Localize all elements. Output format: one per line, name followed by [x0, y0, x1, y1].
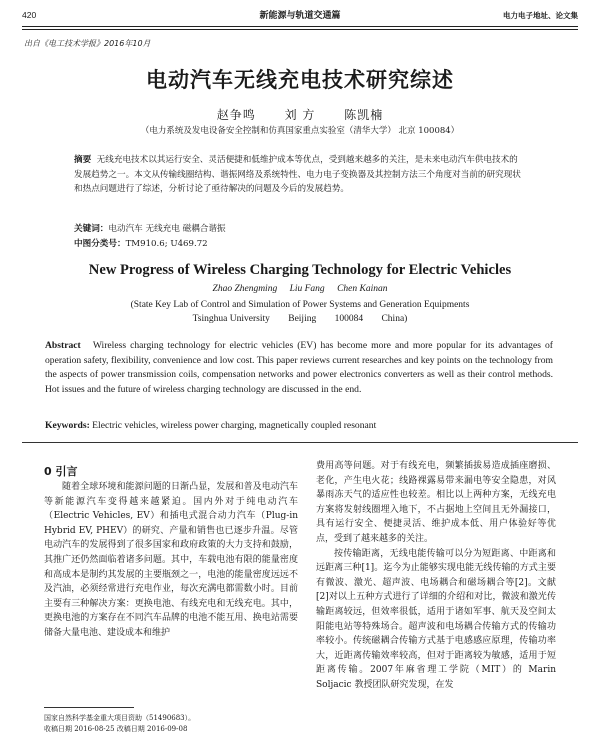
section-heading: 0 引言	[44, 465, 78, 478]
right-column	[316, 459, 556, 693]
english-author: Liu Fang	[289, 284, 325, 294]
keywords-cn	[74, 222, 226, 234]
english-keywords-label: Keywords:	[45, 420, 90, 431]
abstract-cn	[74, 153, 526, 197]
header-rule	[22, 26, 578, 27]
keywords-cn-text: 电动汽车 无线充电 磁耦合谐振	[108, 224, 226, 234]
paragraph: 随着全球环境和能源问题的日渐凸显，发展和普及电动汽车等新能源汽车变得越来越紧迫。国内外对于纯电动汽车（Electric Vehicles, EV）和插电式混合动力汽车（Plug-in Hybrid EV, PHEV）的研究、产量和销售也已逐步升温。尽管电动汽车的发展得到了很多国家和政府政策的大力支持和鼓励，其推广还仍然面临着诸多问题。其中，车载电池有限的能量密度和高成本是制约其发展的主要瓶颈之一，电池的能量密度远远不及汽油，必须经常进行充电作业，每次充满电都需数小时。目前主要有三种解决方案：更换电池、有线充电和无线充电。其中，更换电池的方案存在不同汽车品牌的电池不能互用、换电站需要储备大量电池、建设成本和维护	[44, 482, 298, 638]
footnote-rule	[44, 707, 134, 708]
affiliation: （电力系统及发电设备安全控制和仿真国家重点实验室（清华大学） 北京 100084）	[140, 126, 460, 136]
journal-name: 新能源与轨道交通篇	[259, 11, 341, 21]
english-author: Chen Kainan	[337, 284, 388, 294]
author: 刘 方	[284, 108, 316, 122]
paragraph: 费用高等问题。对于有线充电，频繁插拔易造成插座磨损、老化，产生电火花；线路裸露易带来漏电等安全隐患，对风暴雨冻天气的适应性也较差。相比以上两种方案，无线充电方案将发射线圈埋入地下，不占据地上空间且无外漏接口，具有运行安全、便捷灵活、维护成本低、用户体验好等优点，受到了越来越多的关注。	[316, 461, 556, 544]
abstract-cn-label: 摘要	[74, 155, 92, 165]
english-title: New Progress of Wireless Charging Technology for Electric Vehicles	[88, 262, 512, 278]
page-number: 420	[22, 10, 37, 20]
affiliation-postcode: 100084	[334, 314, 364, 324]
abstract-cn-text: 无线充电技术以其运行安全、灵活便捷和低维护成本等优点，受到越来越多的关注，是未来电动汽车供电技术的发展趋势之一。本文从传输线圈结构、谐振网络及系统特性、电力电子变换器及其控制方法三个角度对当前的研究现状和热点问题进行了综述，分析讨论了亟待解决的问题及今后的发展趋势。	[74, 155, 521, 194]
paragraph: 按传输距离，无线电能传输可以分为短距离、中距离和远距离三种[1]。迄今为止能够实现电能无线传输的方式主要有微波、激光、超声波、电场耦合和磁场耦合等[2]。文献[2]对以上五种方式进行了详细的介绍和对比，微波和激光传输距离较远，但效率很低，适用于诸如军事、航天及空间太阳能电站等特殊场合。超声波和电场耦合传输方式的传输功率较小。传统磁耦合传输方式基于电感感应原理，传输功率大，近距离传输效率较高，但对于距离较为敏感，适用于短距离传输。2007年麻省理工学院（MIT）的 Marin Soljacic 教授团队研究发现，在发	[316, 548, 556, 690]
english-affiliation-line-2	[0, 312, 600, 326]
english-affiliation-line-1: (State Key Lab of Control and Simulation of Power Systems and Generation Equipments	[130, 300, 470, 310]
english-author-list	[0, 284, 600, 294]
english-abstract	[45, 339, 553, 397]
class-number	[74, 237, 208, 249]
header-rule-thin	[22, 29, 578, 30]
author: 陈凯楠	[344, 108, 384, 122]
keywords-cn-label: 关键词：	[74, 224, 109, 234]
english-keywords-text: Electric vehicles, wireless power charging, magnetically coupled resonant	[92, 420, 377, 431]
author-list	[0, 106, 600, 123]
english-abstract-text: Wireless charging technology for electric vehicles (EV) has become more and more popular for its advantages of operation safety, flexibility, convenience and low cost. This paper reviews current researches and key points on the technology from the aspects of power transmission coils, compensation networks and power electronics converters as well as their control methods. Hot issues and the future of wireless charging technology are discussed in the end.	[45, 340, 553, 395]
class-number-label: 中图分类号：	[74, 239, 126, 249]
english-affiliation	[0, 298, 600, 326]
section-divider	[22, 442, 578, 443]
page-header	[22, 6, 578, 24]
class-number-text: TM910.6; U469.72	[125, 239, 208, 249]
author: 赵争鸣	[216, 108, 256, 122]
english-abstract-label: Abstract	[45, 340, 81, 351]
english-keywords	[45, 420, 555, 431]
left-column	[44, 480, 298, 641]
footnote-dates: 收稿日期 2016-08-25 改稿日期 2016-09-08	[44, 725, 188, 733]
affiliation-city: Beijing	[288, 314, 317, 324]
source-line: 出自《电工技术学报》2016年10月	[24, 39, 151, 48]
paper-title: 电动汽车无线充电技术研究综述	[146, 68, 454, 92]
footnote	[44, 713, 195, 735]
affiliation-country: China)	[381, 314, 408, 324]
affiliation-university: Tsinghua University	[192, 314, 270, 324]
english-author: Zhao Zhengming	[212, 284, 278, 294]
footnote-funding: 国家自然科学基金重大项目资助（51490683）。	[44, 714, 196, 722]
header-section: 电力电子地址、论文集	[503, 11, 578, 20]
